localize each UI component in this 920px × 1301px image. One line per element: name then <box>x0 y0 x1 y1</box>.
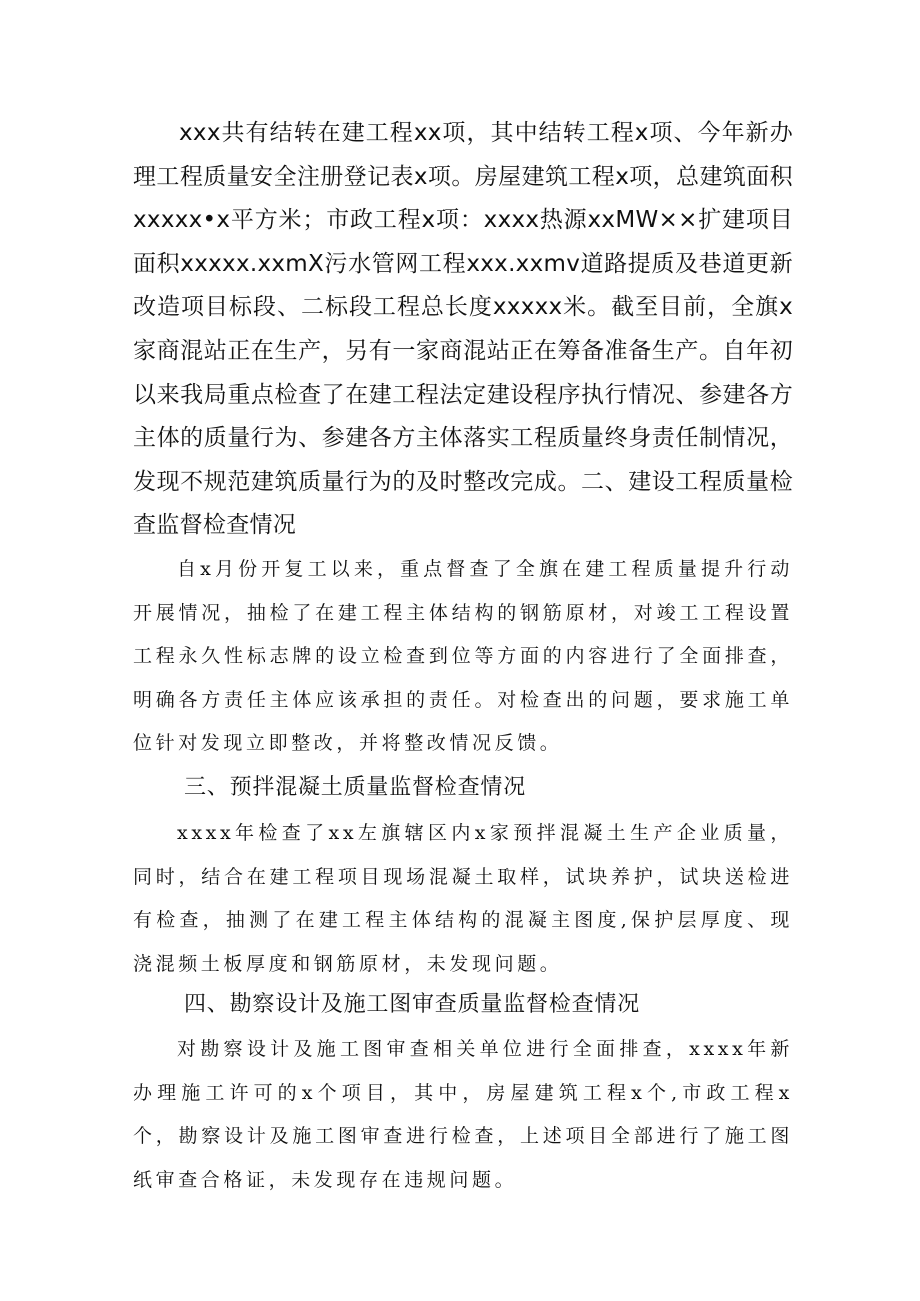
paragraph-quality-supervision: 自x月份开复工以来，重点督查了全旗在建工程质量提升行动开展情况，抽检了在建工程主体结构的钢筋原材，对竣工工程设置工程永久性标志牌的设立检查到位等方面的内容进行了全面排查，明确各方责任主体应该承担的责任。对检查出的问题，要求施工单位针对发现立即整改，并将整改情况反馈。 <box>133 558 793 754</box>
paragraph-design-review-inspection: 对勘察设计及施工图审查相关单位进行全面排查，xxxx年新办理施工许可的x个项目，其中，房屋建筑工程x个,市政工程x个，勘察设计及施工图审查进行检查，上述项目全部进行了施工图纸审查合格证，未发现存在违规问题。 <box>133 1038 793 1191</box>
paragraph-project-overview: xxx共有结转在建工程xx项，其中结转工程x项、今年新办理工程质量安全注册登记表x项。房屋建筑工程x项，总建筑面积xxxxx•x平方米；市政工程x项：xxxx热源xxMW××扩建项目面积xxxxx.xxmX污水管网工程xxx.xxmv道路提质及巷道更新改造项目标段、二标段工程总长度xxxxx米。截至目前，全旗x家商混站正在生产，另有一家商混站正在筹备准备生产。自年初以来我局重点检查了在建工程法定建设程序执行情况、参建各方主体的质量行为、参建各方主体落实工程质量终身责任制情况，发现不规范建筑质量行为的及时整改完成。二、建设工程质量检查监督检查情况 <box>133 120 793 539</box>
heading-design-review-inspection: 四、勘察设计及施工图审查质量监督检查情况 <box>184 992 641 1017</box>
heading-concrete-inspection: 三、预拌混凝土质量监督检查情况 <box>184 775 527 800</box>
paragraph-concrete-inspection: xxxx年检查了xx左旗辖区内x家预拌混凝土生产企业质量，同时，结合在建工程项目现场混凝土取样，试块养护，试块送检进有检查，抽测了在建工程主体结构的混凝主图度,保护层厚度、现浇混频土板厚度和钢筋原材，未发现问题。 <box>133 822 793 975</box>
